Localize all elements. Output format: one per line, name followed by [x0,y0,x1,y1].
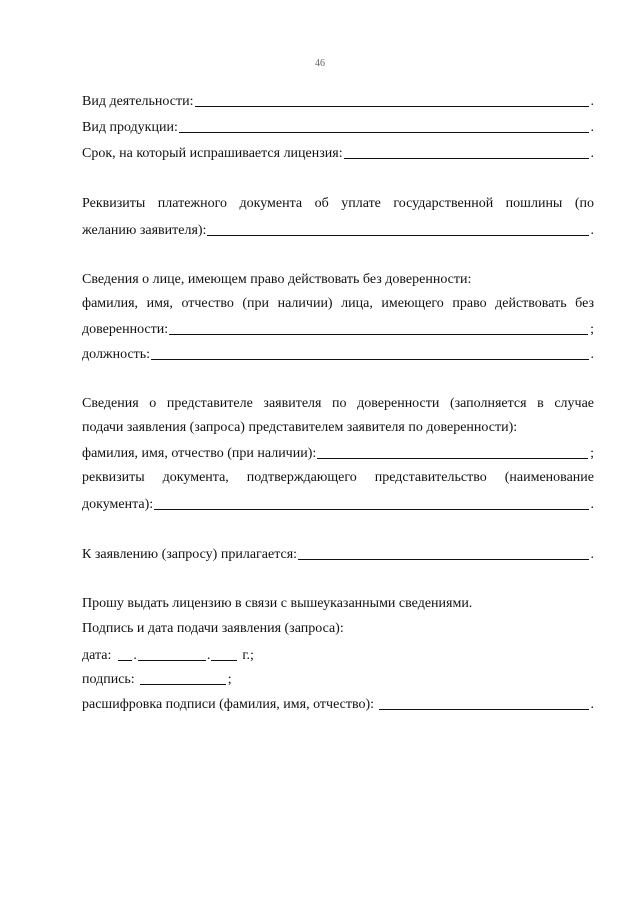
request-text: Прошу выдать лицензию в связи с вышеуказанными сведениями. [82,596,473,611]
product-type-row [82,116,594,136]
activity-type-label: Вид деятельности: [82,94,194,109]
authorized-person-heading: Сведения о лице, имеющем право действовать без доверенности: [82,272,472,287]
authorized-person-fio-text: фамилия, имя, отчество (при наличии) лица, имеющего право действовать без [82,296,594,311]
payment-requisites-end: . [590,223,594,238]
representative-fio-row [82,442,594,462]
payment-requisites-field[interactable] [207,222,588,236]
signature-decode-label: расшифровка подписи (фамилия, имя, отчество): [82,697,375,712]
attachments-row [82,543,594,563]
license-term-row [82,142,594,162]
date-label: дата: [82,648,112,663]
date-year-field[interactable] [211,647,237,661]
activity-type-row [82,90,594,110]
payment-requisites-row [82,219,594,239]
payment-requisites-text: Реквизиты платежного документа об уплате государственной пошлины (по [82,196,594,211]
representative-doc-text: реквизиты документа, подтверждающего представительство (наименование [82,470,594,485]
date-suffix: г.; [242,648,254,663]
activity-type-field[interactable] [195,93,589,107]
date-separator-2: . [206,648,211,663]
signature-decode-row [82,693,594,713]
date-row [82,644,254,664]
authorized-person-fio-field[interactable] [169,321,588,335]
payment-requisites-label: желанию заявителя): [82,223,207,238]
license-term-field[interactable] [344,145,589,159]
signature-decode-field[interactable] [379,696,588,710]
product-type-label: Вид продукции: [82,120,178,135]
authorized-person-position-end: . [590,347,594,362]
attachments-field[interactable] [298,546,588,560]
page-number: 46 [315,58,325,69]
date-separator-1: . [133,648,137,663]
signature-end: ; [227,672,232,687]
date-month-field[interactable] [138,647,206,661]
signature-field[interactable] [140,671,226,685]
authorized-person-fio-label: доверенности: [82,322,169,337]
signature-row [82,668,232,688]
date-day-field[interactable] [118,647,132,661]
representative-heading-line1: Сведения о представителе заявителя по доверенности (заполняется в случае [82,396,594,411]
license-term-end: . [590,146,594,161]
product-type-end: . [590,120,594,135]
attachments-label: К заявлению (запросу) прилагается: [82,547,298,562]
representative-fio-end: ; [590,446,594,461]
representative-doc-field[interactable] [154,496,588,510]
authorized-person-fio-end: ; [590,322,594,337]
signature-label: подпись: [82,672,135,687]
license-term-label: Срок, на который испрашивается лицензия: [82,146,343,161]
authorized-person-fio-row [82,318,594,338]
representative-heading-line2: подачи заявления (запроса) представителем заявителя по доверенности): [82,420,518,435]
authorized-person-position-label: должность: [82,347,151,362]
attachments-end: . [590,547,594,562]
representative-fio-field[interactable] [317,445,588,459]
signature-decode-end: . [590,697,594,712]
authorized-person-position-field[interactable] [151,346,588,360]
authorized-person-position-row [82,343,594,363]
representative-fio-label: фамилия, имя, отчество (при наличии): [82,446,317,461]
representative-doc-end: . [590,497,594,512]
representative-doc-label: документа): [82,497,154,512]
product-type-field[interactable] [179,119,589,133]
representative-doc-row [82,493,594,513]
activity-type-end: . [590,94,594,109]
signature-heading: Подпись и дата подачи заявления (запроса): [82,621,344,636]
